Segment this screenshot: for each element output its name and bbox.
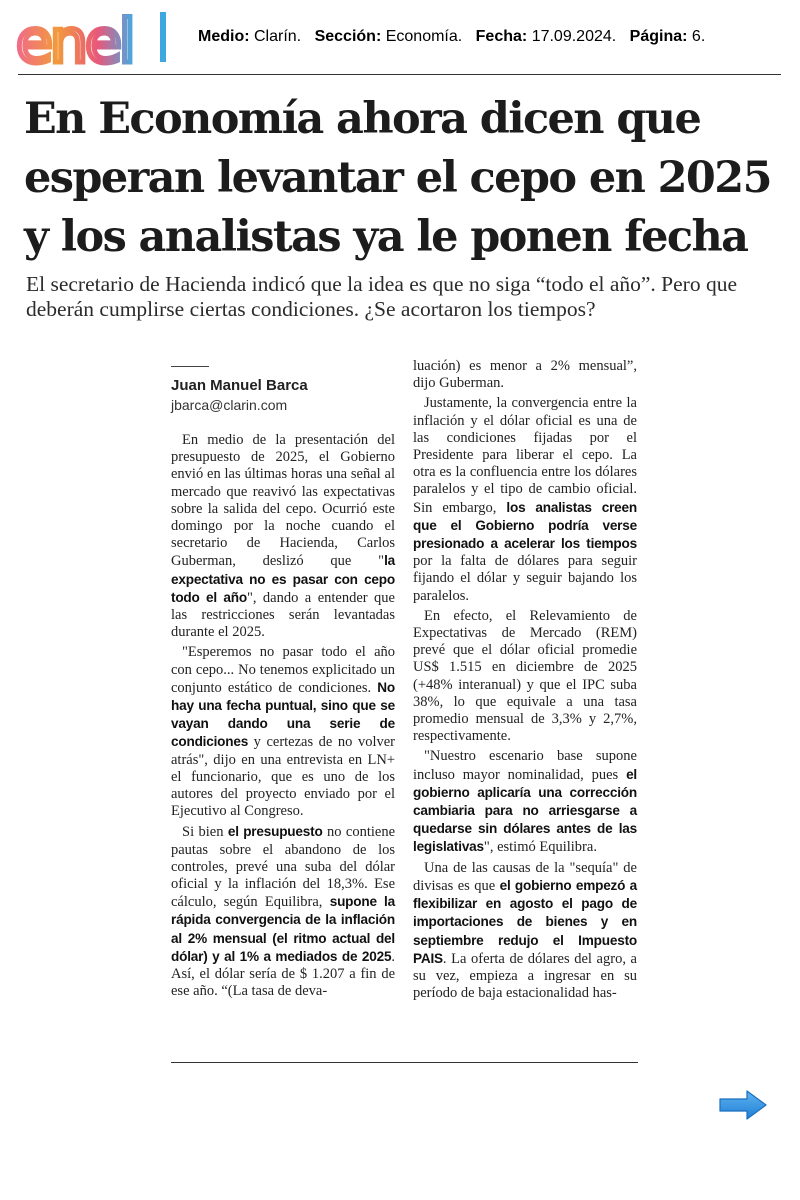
seccion-value: Economía.: [385, 28, 463, 45]
paragraph: "Nuestro escenario base supone incluso mayor nominalidad, pues el gobierno aplicaría una corrección cambiaria para no arriesgarse a quedarse sin dólares antes de las legislativas", estimó Equilibra.: [413, 748, 637, 856]
enel-logo: [14, 8, 178, 70]
article-headline: En Economía ahora dicen que esperan levantar el cepo en 2025 y los analistas ya le ponen fecha: [24, 94, 771, 262]
paragraph: luación) es menor a 2% mensual”, dijo Guberman.: [413, 358, 637, 392]
paragraph: Si bien el presupuesto no contiene pautas sobre el abandono de los controles, prevé una suba del dólar oficial y la inflación del 18,3%. Ese cálculo, según Equilibra, supone la rápida convergencia de la inflación al 2% mensual (el ritmo actual del dólar) y al 1% a mediados de 2025. Así, el dólar sería de $ 1.207 a fin de ese año. “(La tasa de deva-: [171, 824, 396, 1000]
fecha-value: 17.09.2024.: [531, 28, 617, 45]
pagina-label: Página:: [629, 28, 688, 45]
article-column-2: [413, 358, 637, 1005]
press-metadata: [198, 28, 705, 46]
author-name: Juan Manuel Barca: [171, 377, 308, 394]
byline-divider: [171, 366, 209, 367]
article-column-1: [171, 432, 395, 1004]
article-bottom-divider: [171, 1062, 638, 1063]
paragraph: "Esperemos no pasar todo el año con cepo... No tenemos explicitado un conjunto estático de condiciones. No hay una fecha puntual, sino que se vayan dando una serie de condiciones y certezas de no volver atrás", dijo en una entrevista en LN+ el funcionario, que es uno de los autores del proyecto enviado por el Ejecutivo al Congreso.: [171, 644, 395, 820]
page-header: [0, 0, 800, 76]
medio-label: Medio:: [198, 28, 250, 45]
author-email: jbarca@clarin.com: [171, 397, 288, 413]
svg-text:enel: enel: [16, 8, 133, 70]
fecha-label: Fecha:: [475, 28, 528, 45]
right-arrow-icon[interactable]: [717, 1088, 769, 1122]
paragraph: Justamente, la convergencia entre la inflación y el dólar oficial es una de las condiciones fijadas por el Presidente para liberar el cepo. La otra es la confluencia entre los dólares paralelos y el tipo de cambio oficial. Sin embargo, los analistas creen que el Gobierno podría verse presionado a acelerar los tiempos por la falta de dólares para seguir fijando el dólar y seguir bajando los paralelos.: [413, 395, 638, 604]
paragraph: En efecto, el Relevamiento de Expectativas de Mercado (REM) prevé que el dólar oficial promedie US$ 1.515 en diciembre de 2025 (+48% interanual) y que el IPC suba 38%, lo que equivale a una tasa promedio mensual de 3,3% y 2,7%, respectivamente.: [413, 607, 637, 745]
article-deck: El secretario de Hacienda indicó que la idea es que no siga “todo el año”. Pero que deberán cumplirse ciertas condiciones. ¿Se acortaron los tiempos?: [26, 272, 738, 321]
medio-value: Clarín.: [254, 28, 302, 45]
paragraph: En medio de la presentación del presupuesto de 2025, el Gobierno envió en las últimas horas una señal al mercado que reavivó las expectativas sobre la salida del cepo. Ocurrió este domingo por la noche cuando el secretario de Hacienda, Carlos Guberman, deslizó que "la expectativa no es pasar con cepo todo el año", dando a entender que las restricciones serán levantadas durante el 2025.: [171, 432, 395, 641]
seccion-label: Sección:: [314, 28, 382, 45]
paragraph: Una de las causas de la "sequía" de divisas es que el gobierno empezó a flexibilizar en agosto el pago de importaciones de bienes y en septiembre redujo el Impuesto PAIS. La oferta de dólares del agro, a su vez, empieza a ingresar en su período de baja estacionalidad has-: [413, 859, 637, 1002]
header-divider: [18, 74, 781, 75]
pagina-value: 6.: [691, 28, 706, 45]
